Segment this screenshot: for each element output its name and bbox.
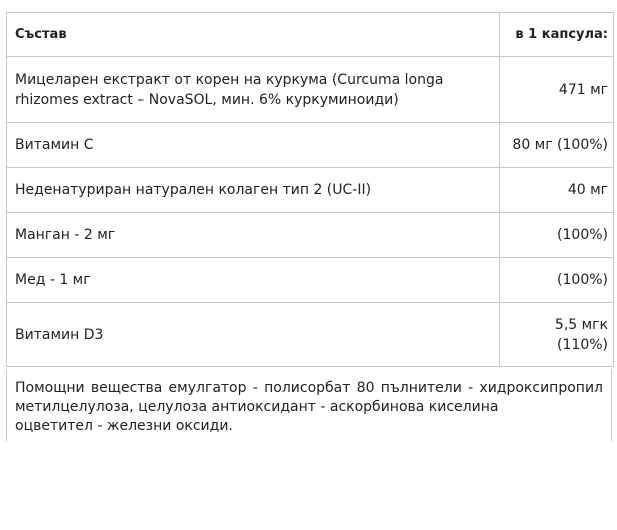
ingredient-name: Витамин D3 <box>7 303 500 366</box>
excipients-line-1: Помощни вещества емулгатор - полисорбат 80 пълнители - хидроксипропил <box>15 380 603 396</box>
ingredients-table <box>6 12 614 367</box>
header-per-capsule: в 1 капсула: <box>515 26 608 42</box>
ingredient-name: Неденатуриран натурален колаген тип 2 (UC-II) <box>7 168 500 212</box>
ingredient-amount: 471 мг <box>558 81 608 98</box>
table-row <box>7 168 613 213</box>
excipients-line-2: метилцелулоза, целулоза антиоксидант - аскорбинова киселина <box>15 399 499 415</box>
table-row <box>7 258 613 303</box>
ingredient-amount: 40 мг <box>567 182 608 198</box>
ingredient-name: Витамин C <box>7 123 500 167</box>
ingredient-amount <box>500 303 613 366</box>
ingredient-amount-percent: (110%) <box>557 336 608 353</box>
table-header-row <box>7 13 613 57</box>
excipients-note <box>6 369 612 441</box>
header-composition: Състав <box>7 13 500 56</box>
ingredient-amount: 80 мг (100%) <box>512 137 608 153</box>
ingredient-name: Мед - 1 мг <box>7 258 500 302</box>
table-row <box>7 213 613 258</box>
ingredient-amount: (100%) <box>557 272 608 288</box>
table-row <box>7 303 613 367</box>
table-row <box>7 123 613 168</box>
table-row <box>7 57 613 123</box>
ingredient-amount: (100%) <box>557 227 608 243</box>
ingredient-name: Манган - 2 мг <box>7 213 500 257</box>
ingredient-amount-value: 5,5 мгк <box>554 316 608 333</box>
excipients-line-3: оцветител - железни оксиди. <box>15 418 233 434</box>
ingredient-name: Мицеларен екстракт от корен на куркума (Curcuma longa rhizomes extract – NovaSOL, мин. 6% куркуминоиди) <box>7 57 500 122</box>
